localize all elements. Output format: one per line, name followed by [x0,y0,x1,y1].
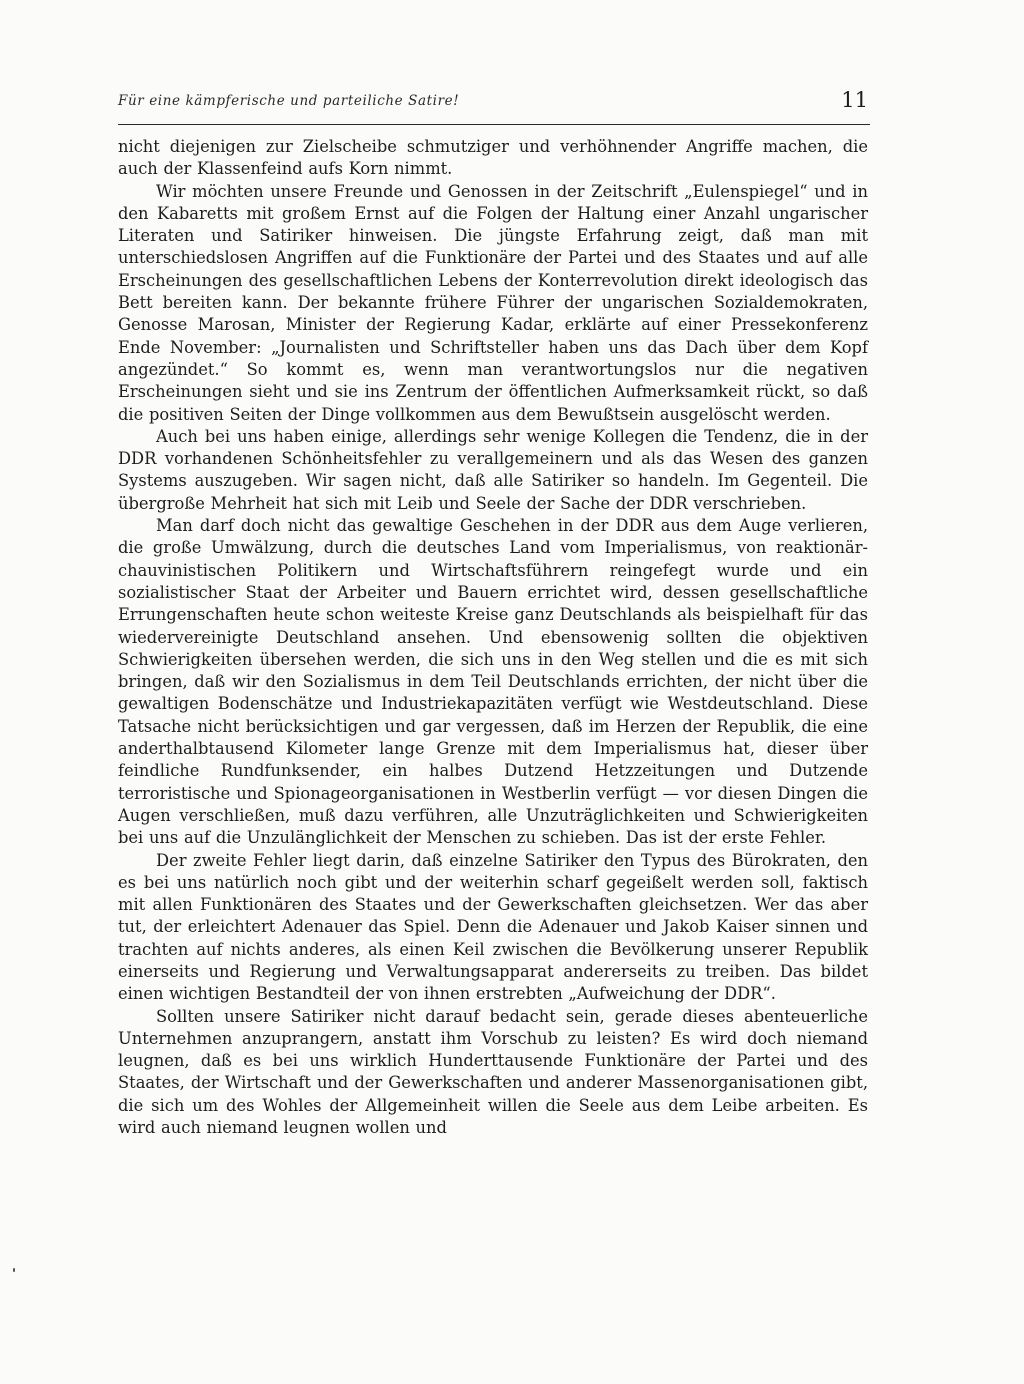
paragraph-tendenz: Auch bei uns haben einige, allerdings sehr wenige Kollegen die Tendenz, die in der DDR vorhandenen Schönheitsfehler zu verallgemeinern und als das Wesen des ganzen Systems auszugeben. Wir sagen nicht, daß alle Satiriker so handeln. Im Gegenteil. Die übergroße Mehrheit hat sich mit Leib und Seele der Sache der DDR verschrieben. [118,426,868,513]
running-header [118,88,870,125]
page-number: 11 [841,88,868,112]
paragraph-satirists-question: Sollten unsere Satiriker nicht darauf bedacht sein, gerade dieses abenteuerliche Unternehmen anzuprangern, anstatt ihm Vorschub zu leisten? Es wird doch niemand leugnen, daß es bei uns wirklich Hunderttausende Funktionäre der Partei und des Staates, der Wirtschaft und der Gewerkschaften und anderer Massenorganisationen gibt, die sich um des Wohles der Allgemeinheit willen die Seele aus dem Leibe arbeiten. Es wird auch niemand leugnen wollen und [118,1006,868,1138]
paragraph-second-error: Der zweite Fehler liegt darin, daß einzelne Satiriker den Typus des Bürokraten, den es bei uns natürlich noch gibt und der weiterhin scharf gegeißelt werden soll, faktisch mit allen Funktionären des Staates und der Gewerkschaften gleichsetzen. Wer das aber tut, der erleichtert Adenauer das Spiel. Denn die Adenauer und Jakob Kaiser sinnen und trachten auf nichts anderes, als einen Keil zwischen die Bevölkerung unserer Republik einerseits und Regierung und Verwaltungsapparat andererseits zu treiben. Das bildet einen wichtigen Bestandteil der von ihnen erstrebten „Aufweichung der DDR“. [118,850,868,1004]
body-text [118,136,868,1139]
paragraph-eulenspiegel: Wir möchten unsere Freunde und Genossen in der Zeitschrift „Eulenspiegel“ und in den Kabaretts mit großem Ernst auf die Folgen der Haltung einer Anzahl ungarischer Literaten und Satiriker hinweisen. Die jüngste Erfahrung zeigt, daß man mit unterschiedslosen Angriffen auf die Funktionäre der Partei und des Staates und auf alle Erscheinungen des gesellschaftlichen Lebens der Konterrevolution direkt ideologisch das Bett bereiten kann. Der bekannte frühere Führer der ungarischen Sozialdemokraten, Genosse Marosan, Minister der Regierung Kadar, erklärte auf einer Pressekonferenz Ende November: „Journalisten und Schriftsteller haben uns das Dach über dem Kopf angezündet.“ So kommt es, wenn man verantwortungslos nur die negativen Erscheinungen sieht und sie ins Zentrum der öffentlichen Aufmerksamkeit rückt, so daß die positiven Seiten der Dinge vollkommen aus dem Bewußtsein ausgelöscht werden. [118,181,868,424]
running-title: Für eine kämpferische und parteiliche Satire! [118,93,460,109]
paragraph-first-error: Man darf doch nicht das gewaltige Geschehen in der DDR aus dem Auge verlieren, die große Umwälzung, durch die deutsches Land vom Imperialismus, von reaktionär-chauvinistischen Politikern und Wirtschaftsführern reingefegt wurde und ein sozialistischer Staat der Arbeiter und Bauern errichtet wird, dessen gesellschaftliche Errungenschaften heute schon weiteste Kreise ganz Deutschlands als beispielhaft für das wiedervereinigte Deutschland ansehen. Und ebensowenig sollten die objektiven Schwierigkeiten übersehen werden, die sich uns in den Weg stellen und die es mit sich bringen, daß wir den Sozialismus in dem Teil Deutschlands errichten, der nicht über die gewaltigen Bodenschätze und Industriekapazitäten verfügt wie Westdeutschland. Diese Tatsache nicht berücksichtigen und gar vergessen, daß im Herzen der Republik, die eine anderthalbtausend Kilometer lange Grenze mit dem Imperialismus hat, dieser über feindliche Rundfunksender, ein halbes Dutzend Hetzzeitungen und Dutzende terroristische und Spionageorganisationen in Westberlin verfügt — vor diesen Dingen die Augen verschließen, muß dazu verführen, alle Unzuträglichkeiten und Schwierigkeiten bei uns auf die Unzulänglichkeit der Menschen zu schieben. Das ist der erste Fehler. [118,516,868,848]
paragraph-continuation: nicht diejenigen zur Zielscheibe schmutziger und verhöhnender Angriffe machen, die auch der Klassenfeind aufs Korn nimmt. [118,137,868,179]
scan-speck [13,1268,15,1272]
